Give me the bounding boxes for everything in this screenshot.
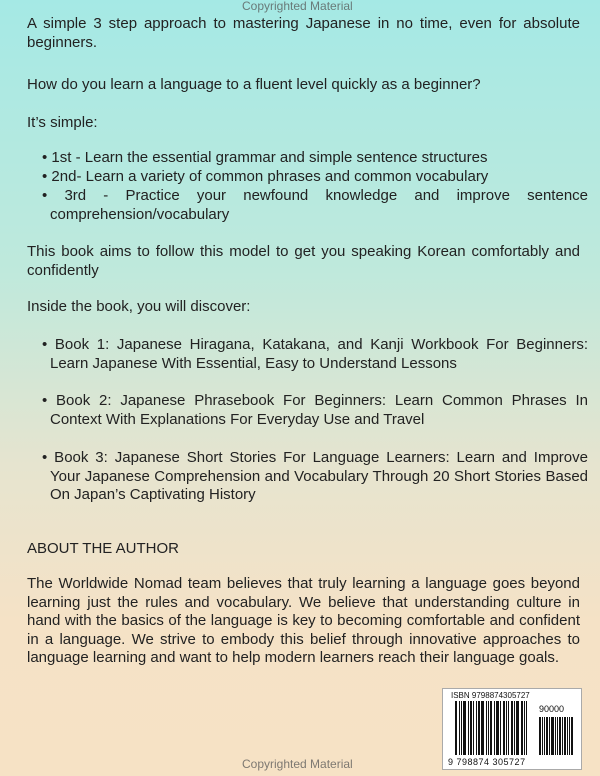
aim-text: This book aims to follow this model to get you speaking Korean comfortably and confidently bbox=[27, 243, 580, 279]
watermark-top: Copyrighted Material bbox=[242, 0, 353, 13]
barcode-bar bbox=[508, 701, 509, 755]
inside-text: Inside the book, you will discover: bbox=[27, 298, 251, 315]
addon-bar bbox=[557, 717, 558, 755]
isbn-label: ISBN 9798874305727 bbox=[451, 691, 530, 700]
barcode-bar bbox=[526, 701, 527, 755]
barcode-bar bbox=[488, 701, 489, 755]
step-item: • 3rd - Practice your newfound knowledge and improve sentence comprehension/vocabulary bbox=[42, 187, 588, 223]
step-item: • 1st - Learn the essential grammar and simple sentence structures bbox=[42, 149, 488, 166]
addon-bar bbox=[562, 717, 563, 755]
barcode-bar bbox=[524, 701, 525, 755]
barcode-bar bbox=[506, 701, 507, 755]
barcode-bar bbox=[511, 701, 513, 755]
isbn-barcode bbox=[442, 688, 582, 770]
addon-bar bbox=[549, 717, 550, 755]
barcode-bar bbox=[500, 701, 501, 755]
barcode-bar bbox=[459, 701, 460, 755]
addon-bar bbox=[546, 717, 548, 755]
barcode-bar bbox=[468, 701, 469, 755]
step-item: • 2nd- Learn a variety of common phrases and common vocabulary bbox=[42, 168, 489, 185]
intro-text: A simple 3 step approach to mastering Japanese in no time, even for absolute beginners. bbox=[27, 15, 580, 51]
addon-bar bbox=[571, 717, 573, 755]
barcode-bar bbox=[481, 701, 484, 755]
addon-bar bbox=[564, 717, 566, 755]
barcode-bar bbox=[473, 701, 474, 755]
barcode-bar bbox=[516, 701, 519, 755]
barcode-bar bbox=[461, 701, 462, 755]
watermark-bottom: Copyrighted Material bbox=[242, 757, 353, 771]
barcode-bar bbox=[455, 701, 457, 755]
barcode-bar bbox=[470, 701, 472, 755]
barcode-bar bbox=[514, 701, 515, 755]
simple-text: It’s simple: bbox=[27, 114, 98, 131]
barcode-bar bbox=[521, 701, 523, 755]
barcode-bar bbox=[503, 701, 505, 755]
barcode-bar bbox=[490, 701, 492, 755]
book-item: • Book 2: Japanese Phrasebook For Beginners: Learn Common Phrases In Context With Explanations For Everyday Use and Travel bbox=[42, 392, 588, 428]
barcode-bar bbox=[478, 701, 480, 755]
addon-bar bbox=[542, 717, 543, 755]
barcode-bar bbox=[486, 701, 487, 755]
about-heading: ABOUT THE AUTHOR bbox=[27, 540, 179, 557]
addon-bar bbox=[567, 717, 568, 755]
about-text: The Worldwide Nomad team believes that truly learning a language goes beyond learning just the rules and vocabulary. We believe that understanding culture in hand with the basics of the language is key to becoming comfortable and confident in a language. We strive to embody this belief through innovative approaches to language learning and want to help modern learners reach their language goals. bbox=[27, 575, 580, 667]
book-item: • Book 1: Japanese Hiragana, Katakana, and Kanji Workbook For Beginners: Learn Japanese With Essential, Easy to Understand Lessons bbox=[42, 336, 588, 372]
addon-bar bbox=[559, 717, 561, 755]
addon-bar bbox=[555, 717, 556, 755]
addon-bar bbox=[569, 717, 570, 755]
barcode-bar bbox=[496, 701, 499, 755]
barcode-bar bbox=[463, 701, 466, 755]
barcode-digits: 9 798874 305727 bbox=[448, 757, 526, 767]
question-text: How do you learn a language to a fluent level quickly as a beginner? bbox=[27, 76, 481, 93]
book-item: • Book 3: Japanese Short Stories For Language Learners: Learn and Improve Your Japanese Comprehension and Vocabulary Through 20 Short Stories Based On Japan’s Captivating History bbox=[42, 449, 588, 504]
barcode-bar bbox=[494, 701, 495, 755]
addon-bar bbox=[551, 717, 554, 755]
price-code: 90000 bbox=[539, 704, 565, 714]
addon-bar bbox=[539, 717, 541, 755]
barcode-bar bbox=[476, 701, 477, 755]
addon-bar bbox=[544, 717, 545, 755]
